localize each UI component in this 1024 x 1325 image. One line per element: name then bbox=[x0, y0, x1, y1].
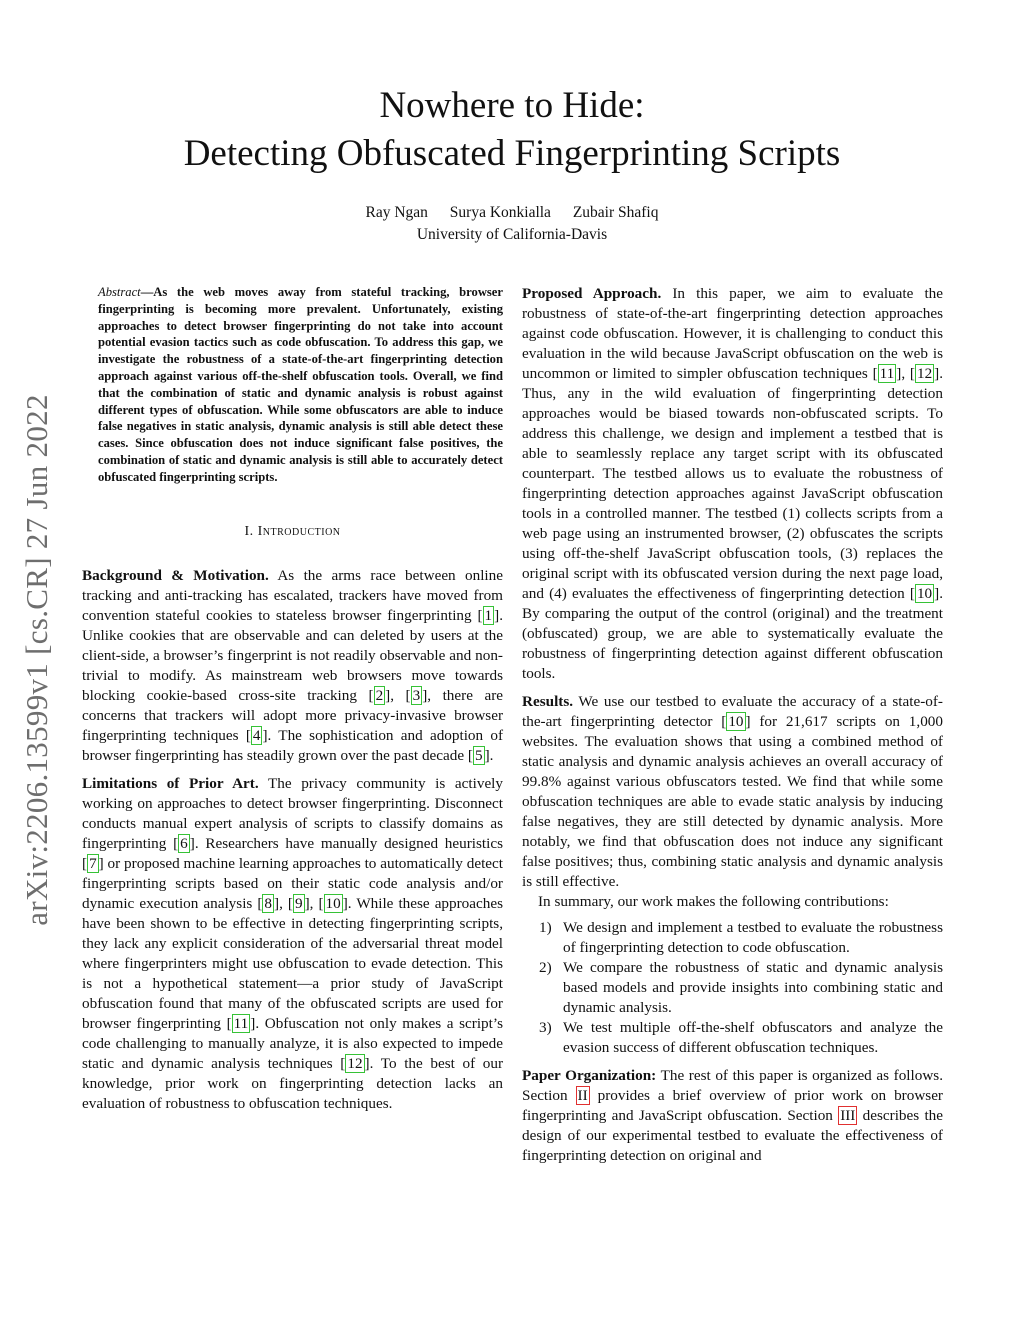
citation-link[interactable]: 10 bbox=[728, 713, 744, 730]
list-item bbox=[522, 958, 943, 1018]
paragraph-background: Background & Motivation. As the arms race between online tracking and anti-tracking has escalated, trackers have moved from convention stateful cookies to stateless browser fingerprinting [ 1 ]. Unlike cookies that are observable and can deleted by users at the client-side, a browser’s fingerprint is not readily observable and non-trivial to modify. As mainstream web browsers move towards blocking cookie-based cross-site tracking [ 2 ], [ 3 ], there are concerns that trackers will adopt more privacy-invasive browser fingerprinting techniques [ 4 ]. The sophistication and adoption of browser fingerprinting has steadily grown over the past decade [ 5 ]. bbox=[82, 566, 504, 764]
paragraph-organization bbox=[522, 1066, 943, 1166]
list-item bbox=[522, 918, 943, 958]
citation-link[interactable]: 11 bbox=[233, 1014, 249, 1032]
citation-link[interactable]: 10 bbox=[916, 585, 933, 602]
paragraph-lead: Proposed Approach. bbox=[522, 285, 662, 302]
text-run: . While these approaches have been shown to be effective in detecting fingerprinting scripts, they lack any explicit consideration of the adversarial threat model where fingerprinters might use obfuscation to evade detection. This is not a hypothetical statement—a prior study of JavaScript obfuscation found that many of the obfuscated scripts are used for browser fingerprinting bbox=[82, 894, 503, 1032]
text-run: . The sophistication and adoption of browser fingerprinting has steadily grown over the past decade bbox=[82, 726, 504, 764]
citation-link[interactable]: 3 bbox=[412, 686, 421, 704]
affiliation: University of California-Davis bbox=[416, 226, 608, 243]
text-run: , bbox=[390, 686, 406, 704]
citation-link[interactable]: 6 bbox=[180, 834, 188, 852]
list-text: We test multiple off-the-shelf obfuscators and analyze the evasion success of different obfuscation techniques. bbox=[563, 1019, 943, 1056]
list-text: We design and implement a testbed to evaluate the robustness of fingerprinting detection to code obfuscation. bbox=[563, 919, 943, 956]
text-run: or proposed machine learning approaches to automatically detect fingerprinting scripts based on their static code analysis and/or dynamic execution analysis bbox=[82, 854, 503, 912]
text-run: provides a brief overview of prior work on browser fingerprinting and JavaScript obfuscation. Section bbox=[522, 1087, 943, 1124]
text-run: The privacy community is actively working on approaches to detect browser fingerprinting. Disconnect conducts manual expert analysis of scripts to classify domains as fingerprinting bbox=[82, 774, 503, 852]
right-column bbox=[522, 284, 943, 1166]
abstract-text: —As the web moves away from stateful tracking, browser fingerprinting is becoming more prevalent. Unfortunately, existing approaches to detect browser fingerprinting do not take into account potential evasion tactics such as code obfuscation. To address this gap, we investigate the robustness of a state-of-the-art fingerprinting detection approach against various off-the-shelf obfuscation tools. Overall, we find that the combination of static and dynamic analysis is robust against different types of obfuscation. While some obfuscators are able to induce false negatives in static analysis, dynamic analysis is still able detect these cases. Since obfuscation does not induce significant false positives, the combination of static and dynamic analysis is still able to accurately detect obfuscated fingerprinting scripts. bbox=[98, 285, 503, 484]
citation-link[interactable]: 7 bbox=[89, 854, 97, 872]
section-heading-introduction: I. Introduction bbox=[244, 523, 341, 539]
text-run: In this paper, we aim to evaluate the robustness of state-of-the-art fingerprinting detection approaches against code obfuscation. However, it is challenging to conduct this evaluation in the wild because JavaScript obfuscation on the web is uncommon or limited to simpler obfuscation techniques bbox=[522, 285, 944, 382]
list-number: 3) bbox=[539, 1019, 552, 1036]
text-run: We use our testbed to evaluate the accuracy of a state-of-the-art fingerprinting detector bbox=[522, 693, 943, 730]
paragraph-results: Results. We use our testbed to evaluate the accuracy of a state-of-the-art fingerprinting detector [ 10 ] for 21,617 scripts on 1,000 websites. The evaluation shows that using a combined method of static analysis and dynamic analysis achieves an overall accuracy of 99.8% against various obfuscators tested. We find that while some obfuscation techniques are able to evade static analysis by inducing false negatives, they are still detected by dynamic analysis. More notably, we find that obfuscation does not induce any significant false positives; thus, combining static analysis and dynamic analysis is still effective. bbox=[522, 693, 943, 890]
paragraph-summary: In summary, our work makes the following contributions: bbox=[538, 893, 889, 910]
abstract bbox=[98, 284, 503, 486]
citation-link[interactable]: 10 bbox=[325, 894, 341, 912]
citation-link[interactable]: 9 bbox=[294, 894, 303, 912]
citation-link[interactable]: 8 bbox=[264, 894, 273, 912]
author-name: Zubair Shafiq bbox=[572, 204, 659, 221]
list-item bbox=[522, 1018, 943, 1058]
citation-link[interactable]: 11 bbox=[879, 365, 895, 382]
text-run: . Unlike cookies that are observable and can deleted by users at the client-side, a browser’s fingerprint is not readily observable and non-trivial to modify. As mainstream web browsers move towards blocking cookie-based cross-site tracking bbox=[82, 606, 503, 704]
arxiv-sidebar bbox=[12, 360, 62, 960]
author-names bbox=[0, 202, 1024, 224]
text-run: , bbox=[309, 894, 319, 912]
citation-link[interactable]: 2 bbox=[375, 686, 384, 704]
arxiv-identifier: arXiv:2206.13599v1 [cs.CR] 27 Jun 2022 bbox=[19, 394, 54, 926]
author-block bbox=[0, 202, 1024, 246]
text-run: , bbox=[279, 894, 288, 912]
title-line-1: Nowhere to Hide: bbox=[379, 85, 645, 126]
title-line-2: Detecting Obfuscated Fingerprinting Scripts bbox=[183, 133, 841, 174]
list-number: 2) bbox=[539, 959, 552, 976]
text-run: . Researchers have manually designed heuristics bbox=[194, 834, 503, 852]
section-reference-link[interactable]: III bbox=[840, 1107, 856, 1124]
text-run: The rest of this paper is organized as follows. Section bbox=[522, 1067, 943, 1104]
left-column bbox=[82, 284, 503, 1114]
list-text: We compare the robustness of static and dynamic analysis based models and provide insights into combining static and dynamic analysis. bbox=[563, 959, 943, 1016]
paragraph-lead: Background & Motivation. bbox=[82, 566, 269, 584]
paper-title bbox=[0, 82, 1024, 178]
paragraph-proposed-approach: Proposed Approach. In this paper, we aim to evaluate the robustness of state-of-the-art fingerprinting detection approaches against code obfuscation. However, it is challenging to conduct this evaluation in the wild because JavaScript obfuscation on the web is uncommon or limited to simpler obfuscation techniques [ 11 ], [ 12 ]. Thus, any in the wild evaluation of fingerprinting detection approaches would be biased towards non-obfuscated scripts. To address this challenge, we design and implement a testbed that is able to seamlessly replace any target script with its obfuscated counterpart. The testbed allows us to evaluate the robustness of fingerprinting detection approaches against JavaScript obfuscation tools in a controlled manner. The testbed (1) collects scripts from a web page using an instrumented browser, (2) obfuscates the scripts using off-the-shelf JavaScript obfuscation tools, (3) replaces the original script with its obfuscated version during the next page load, and (4) evaluates the effectiveness of fingerprinting detection [ 10 ]. By comparing the output of the control (original) and the treatment (obfuscated) group, we are able to systematically evaluate the robustness of fingerprinting detection against different obfuscation tools. bbox=[522, 285, 944, 682]
text-run: describes the design of our experimental testbed to evaluate the effectiveness of fingerprinting detection on original and bbox=[522, 1107, 944, 1164]
paragraph-limitations: Limitations of Prior Art. The privacy community is actively working on approaches to detect browser fingerprinting. Disconnect conducts manual expert analysis of scripts to classify domains as fingerprinting [ 6 ]. Researchers have manually designed heuristics [ 7 ] or proposed machine learning approaches to automatically detect fingerprinting scripts based on their static code analysis and/or dynamic execution analysis [ 8 ], [ 9 ], [ 10 ]. While these approaches have been shown to be effective in detecting fingerprinting scripts, they lack any explicit consideration of the adversarial threat model where fingerprinters might use obfuscation to evade detection. This is not a hypothetical statement—a prior study of JavaScript obfuscation found that many of the obfuscated scripts are used for browser fingerprinting [ 11 ]. Obfuscation not only makes a script’s code challenging to manually analyze, it is also expected to impede static and dynamic analysis techniques [ 12 ]. To the best of our knowledge, prior work on fingerprinting detection lacks an evaluation of robustness to obfuscation techniques. bbox=[82, 774, 503, 1112]
citation-link[interactable]: 5 bbox=[474, 746, 483, 764]
citation-link[interactable]: 12 bbox=[916, 365, 933, 382]
author-name: Ray Ngan bbox=[365, 204, 428, 221]
text-run: . bbox=[489, 746, 494, 764]
text-run: . By comparing the output of the control (original) and the treatment (obfuscated) group, we are able to systematically evaluate the robustness of fingerprinting detection against different obfuscation tools. bbox=[522, 585, 943, 682]
text-run: , bbox=[901, 365, 910, 382]
section-reference-link[interactable]: II bbox=[577, 1087, 588, 1104]
paragraph-lead: Paper Organization: bbox=[522, 1067, 657, 1084]
text-run: , there are concerns that trackers will adopt more privacy-invasive browser fingerprinting techniques bbox=[82, 686, 504, 744]
paragraph-lead: Limitations of Prior Art. bbox=[82, 774, 259, 792]
text-run: . Thus, any in the wild evaluation of fingerprinting detection approaches would be biased towards non-obfuscated scripts. To address this challenge, we design and implement a testbed that is able to seamlessly replace any target script with its obfuscated counterpart. The testbed allows us to evaluate the robustness of fingerprinting detection approaches against JavaScript obfuscation tools in a controlled manner. The testbed (1) collects scripts from a web page using an instrumented browser, (2) obfuscates the scripts using off-the-shelf JavaScript obfuscation tools, (3) replaces the original script with its obfuscated version during the next page load, and (4) evaluates the effectiveness of fingerprinting detection bbox=[522, 365, 944, 602]
contributions-list bbox=[522, 918, 943, 1058]
text-run: As the arms race between online tracking and anti-tracking has escalated, trackers have moved from convention stateful cookies to stateless browser fingerprinting bbox=[82, 566, 503, 624]
citation-link[interactable]: 1 bbox=[484, 606, 493, 624]
citation-link[interactable]: 12 bbox=[347, 1054, 363, 1072]
paragraph-lead: Results. bbox=[522, 693, 574, 710]
text-run: for 21,617 scripts on 1,000 websites. The evaluation shows that using a combined method of static analysis and dynamic analysis achieves an overall accuracy of 99.8% against various obfuscators tested. We find that while some obfuscation techniques are able to evade static analysis by inducing false negatives, they are still detected by dynamic analysis. More notably, we find that obfuscation does not induce any significant false positives; thus, combining static analysis and dynamic analysis is still effective. bbox=[522, 713, 943, 890]
citation-link[interactable]: 4 bbox=[252, 726, 261, 744]
text-run: . Obfuscation not only makes a script’s code challenging to manually analyze, it is also expected to impede static and dynamic analysis techniques bbox=[82, 1014, 503, 1072]
list-number: 1) bbox=[539, 919, 552, 936]
author-name: Surya Konkialla bbox=[449, 204, 551, 221]
text-run: . To the best of our knowledge, prior work on fingerprinting detection lacks an evaluation of robustness to obfuscation techniques. bbox=[82, 1054, 503, 1112]
abstract-label: Abstract bbox=[98, 285, 141, 299]
